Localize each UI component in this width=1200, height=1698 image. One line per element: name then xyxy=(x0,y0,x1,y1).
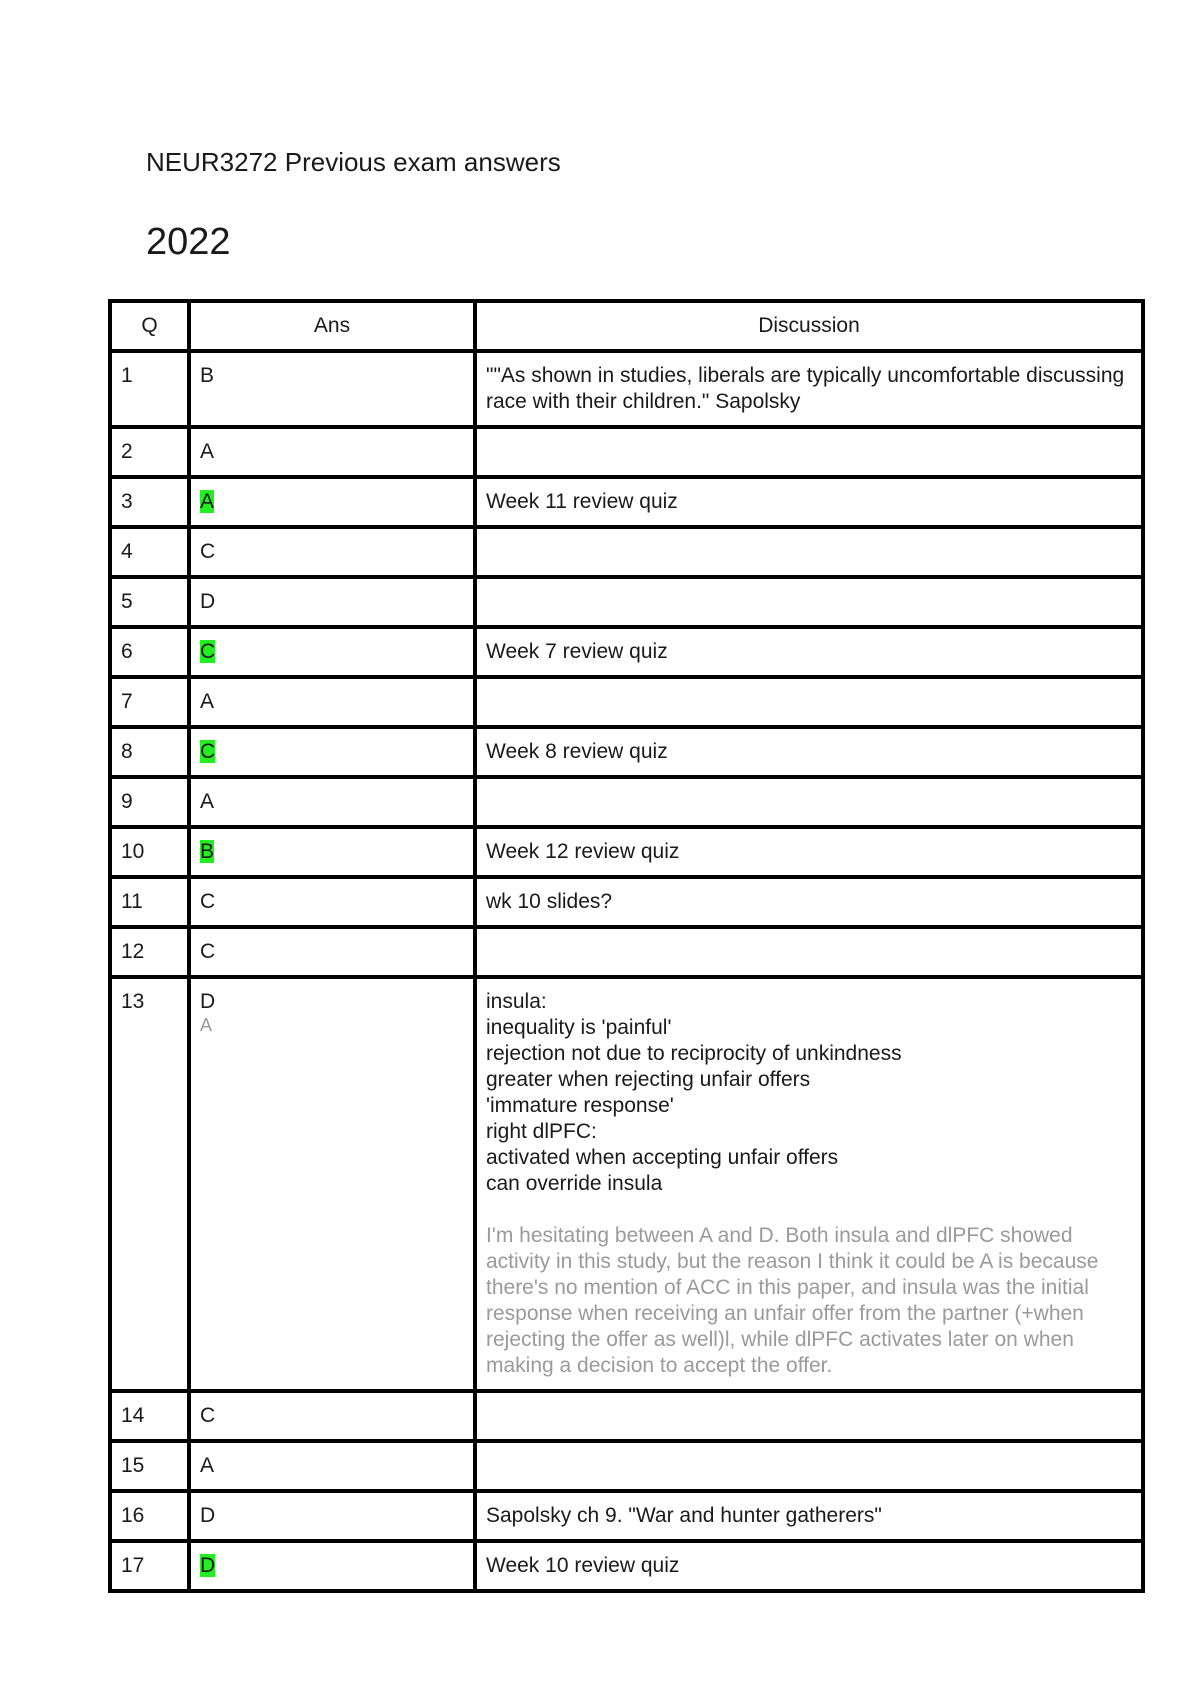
discussion-cell xyxy=(475,927,1143,977)
header-ans: Ans xyxy=(189,301,475,351)
table-row xyxy=(110,977,1143,1391)
discussion-cell: Week 7 review quiz xyxy=(475,627,1143,677)
answer-letter-highlighted: C xyxy=(200,640,216,663)
discussion-cell xyxy=(475,1391,1143,1441)
discussion-line: 'immature response' xyxy=(486,1094,674,1117)
discussion-cell xyxy=(475,527,1143,577)
table-row xyxy=(110,351,1143,427)
answer-letter: C xyxy=(200,540,216,563)
answer-cell xyxy=(189,777,475,827)
discussion-line: greater when rejecting unfair offers xyxy=(486,1068,811,1091)
discussion-cell: Sapolsky ch 9. "War and hunter gatherers" xyxy=(475,1491,1143,1541)
answer-cell xyxy=(189,627,475,677)
answer-cell xyxy=(189,927,475,977)
table-header-row xyxy=(110,301,1143,351)
answer-letter: D xyxy=(200,590,216,613)
q-number: 4 xyxy=(110,527,189,577)
discussion-cell xyxy=(475,777,1143,827)
answer-letter: C xyxy=(200,1404,216,1427)
answer-cell xyxy=(189,1441,475,1491)
table-row xyxy=(110,777,1143,827)
discussion-line: insula: xyxy=(486,990,547,1013)
q-number: 16 xyxy=(110,1491,189,1541)
table-row xyxy=(110,1441,1143,1491)
answer-cell xyxy=(189,877,475,927)
table-row xyxy=(110,477,1143,527)
answer-cell xyxy=(189,827,475,877)
discussion-notes-list xyxy=(486,989,1132,1197)
q-number: 9 xyxy=(110,777,189,827)
answer-letter: C xyxy=(200,940,216,963)
document-title: NEUR3272 Previous exam answers xyxy=(146,147,561,177)
answer-cell xyxy=(189,1541,475,1591)
table-row xyxy=(110,577,1143,627)
table-row xyxy=(110,427,1143,477)
q-number: 6 xyxy=(110,627,189,677)
answer-letter: D xyxy=(200,990,216,1013)
discussion-cell: Week 11 review quiz xyxy=(475,477,1143,527)
table-row xyxy=(110,827,1143,877)
discussion-cell: Week 8 review quiz xyxy=(475,727,1143,777)
q-number: 1 xyxy=(110,351,189,427)
table-row xyxy=(110,727,1143,777)
table-row xyxy=(110,1541,1143,1591)
discussion-line: inequality is 'painful' xyxy=(486,1016,672,1039)
discussion-line: right dlPFC: xyxy=(486,1120,597,1143)
discussion-line: activated when accepting unfair offers xyxy=(486,1146,839,1169)
q-number: 11 xyxy=(110,877,189,927)
q-number: 15 xyxy=(110,1441,189,1491)
discussion-comment: I'm hesitating between A and D. Both insula and dlPFC showed activity in this study, but the reason I think it could be A is because there's no mention of ACC in this paper, and insula was the initial response when receiving an unfair offer from the partner (+when rejecting the offer as well)l, while dlPFC activates later on when making a decision to accept the offer. xyxy=(486,1224,1099,1377)
answer-letter: A xyxy=(200,790,215,813)
discussion-cell xyxy=(475,677,1143,727)
q-number: 17 xyxy=(110,1541,189,1591)
q-number: 12 xyxy=(110,927,189,977)
q-number: 14 xyxy=(110,1391,189,1441)
q-number: 13 xyxy=(110,977,189,1391)
table-row xyxy=(110,1391,1143,1441)
discussion-line: can override insula xyxy=(486,1172,663,1195)
discussion-cell xyxy=(475,1441,1143,1491)
q-number: 7 xyxy=(110,677,189,727)
answer-letter: C xyxy=(200,890,216,913)
discussion-cell xyxy=(475,977,1143,1391)
discussion-cell: wk 10 slides? xyxy=(475,877,1143,927)
answer-letter: A xyxy=(200,1454,215,1477)
q-number: 5 xyxy=(110,577,189,627)
answer-letter-highlighted: C xyxy=(200,740,216,763)
answer-cell xyxy=(189,577,475,627)
answer-cell xyxy=(189,677,475,727)
answer-cell xyxy=(189,1491,475,1541)
answer-letter: A xyxy=(200,440,215,463)
answer-letter-highlighted: D xyxy=(200,1554,216,1577)
table-row xyxy=(110,927,1143,977)
answer-cell xyxy=(189,1391,475,1441)
header-discussion: Discussion xyxy=(475,301,1143,351)
answer-cell xyxy=(189,351,475,427)
answer-cell xyxy=(189,427,475,477)
header-q: Q xyxy=(110,301,189,351)
q-number: 8 xyxy=(110,727,189,777)
alternate-answer-letter: A xyxy=(200,1015,213,1035)
answer-letter: A xyxy=(200,690,215,713)
q-number: 3 xyxy=(110,477,189,527)
table-row xyxy=(110,527,1143,577)
answer-letter: B xyxy=(200,364,215,387)
answer-cell xyxy=(189,527,475,577)
discussion-cell: Week 10 review quiz xyxy=(475,1541,1143,1591)
table-row xyxy=(110,627,1143,677)
discussion-cell: ""As shown in studies, liberals are typically uncomfortable discussing race with their children." Sapolsky xyxy=(475,351,1143,427)
table-row xyxy=(110,677,1143,727)
discussion-cell xyxy=(475,577,1143,627)
discussion-cell: Week 12 review quiz xyxy=(475,827,1143,877)
answer-cell xyxy=(189,727,475,777)
q-number: 2 xyxy=(110,427,189,477)
answer-letter-highlighted: B xyxy=(200,840,215,863)
section-year-heading: 2022 xyxy=(146,221,231,263)
table-row xyxy=(110,877,1143,927)
answer-cell xyxy=(189,977,475,1391)
discussion-cell xyxy=(475,427,1143,477)
answers-table xyxy=(108,299,1145,1593)
table-row xyxy=(110,1491,1143,1541)
discussion-line: rejection not due to reciprocity of unkindness xyxy=(486,1042,902,1065)
answer-letter: D xyxy=(200,1504,216,1527)
answer-letter-highlighted: A xyxy=(200,490,215,513)
q-number: 10 xyxy=(110,827,189,877)
answer-cell xyxy=(189,477,475,527)
